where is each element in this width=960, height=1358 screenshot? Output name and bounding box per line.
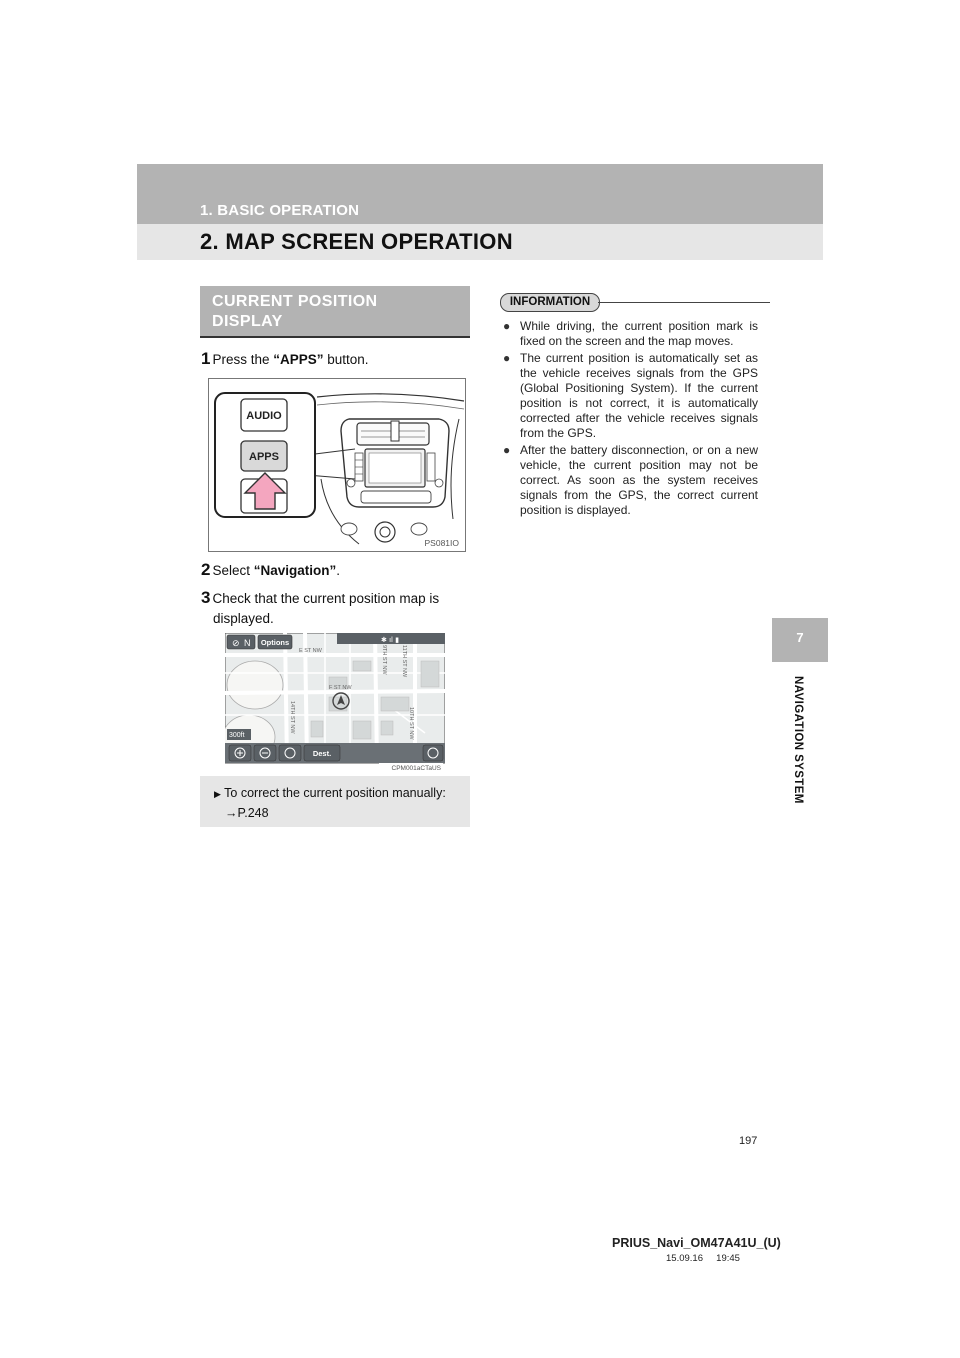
step-2-pre: Select — [212, 563, 254, 578]
side-tab-number: 7 — [796, 630, 804, 645]
street-10th-st: 10TH ST NW — [408, 707, 414, 740]
step-3-line2: displayed. — [213, 611, 274, 626]
page-number: 197 — [739, 1135, 758, 1147]
page-title: 2. MAP SCREEN OPERATION — [200, 229, 513, 254]
street-f-st: F ST NW — [329, 685, 352, 691]
note-box — [200, 776, 470, 827]
note-page-link[interactable]: →P.248 — [225, 806, 269, 820]
footer-timestamp: 15.09.16 19:45 — [666, 1253, 740, 1264]
figure2-code: CPM001aCTaUS — [391, 765, 441, 771]
information-list — [503, 319, 758, 520]
information-item: ● The current position is automatically set as the vehicle receives signals from the GPS (Global Positioning System). If the current position is not correct, it is automatically corrected after the vehicle receives signals from the GPS. — [503, 351, 758, 440]
map-screen-figure — [225, 633, 445, 771]
compass-label: N — [244, 638, 251, 648]
step-2-number: 2 — [201, 560, 211, 579]
step-3-number: 3 — [201, 588, 211, 607]
step-2-bold: “Navigation” — [253, 563, 337, 578]
status-icons: ✱ ıl ▮ — [381, 636, 400, 644]
step-3-pre: Check that the current position map is — [212, 591, 440, 606]
step-1 — [201, 349, 369, 370]
footer-doc-id: PRIUS_Navi_OM47A41U_(U) — [612, 1236, 781, 1250]
step-2-post: . — [336, 563, 341, 578]
subsection-heading — [200, 286, 470, 338]
street-e-st: E ST NW — [299, 648, 322, 654]
subsection-title-line1: CURRENT POSITION — [212, 293, 378, 310]
step-1-post: button. — [323, 352, 369, 367]
side-tab-label: NAVIGATION SYSTEM — [792, 676, 804, 804]
audio-button-label: AUDIO — [246, 410, 282, 422]
note-bullet-icon: ▶ — [214, 789, 221, 799]
apps-button-label: APPS — [249, 451, 279, 463]
map-screen-illustration — [225, 633, 445, 771]
step-1-pre: Press the — [212, 352, 274, 367]
information-rule — [598, 302, 770, 303]
scale-label: 300ft — [229, 732, 245, 739]
step-1-bold: “APPS” — [273, 352, 324, 367]
map-info-button[interactable] — [423, 745, 443, 761]
subsection-title-line2: DISPLAY — [212, 313, 283, 330]
side-tab-box — [772, 618, 828, 662]
note-text — [214, 784, 446, 823]
dashboard-figure — [208, 378, 466, 552]
dest-button-label: Dest. — [312, 749, 332, 758]
street-11th-st: 11TH ST NW — [401, 645, 407, 678]
svg-text:⊘: ⊘ — [232, 638, 240, 648]
street-9th-st: 9TH ST NW — [381, 645, 387, 675]
step-1-number: 1 — [201, 349, 211, 368]
street-14th-st: 14TH ST NW — [289, 701, 295, 734]
step-2 — [201, 560, 340, 581]
options-button-label: Options — [260, 638, 290, 647]
information-item: ● While driving, the current position mark is fixed on the screen and the map moves. — [503, 319, 758, 348]
figure1-code: PS081IO — [424, 538, 459, 548]
information-badge — [500, 293, 600, 312]
info-button[interactable] — [279, 745, 301, 761]
information-badge-label: INFORMATION — [509, 296, 591, 308]
dashboard-illustration — [209, 379, 465, 551]
note-line1: To correct the current position manually: — [224, 786, 446, 800]
information-item: ● After the battery disconnection, or on a new vehicle, the current position may not be correct. As soon as the system receives signals from the GPS, the correct current position is displayed. — [503, 443, 758, 517]
section-label: 1. BASIC OPERATION — [200, 202, 360, 219]
step-3 — [201, 588, 471, 629]
